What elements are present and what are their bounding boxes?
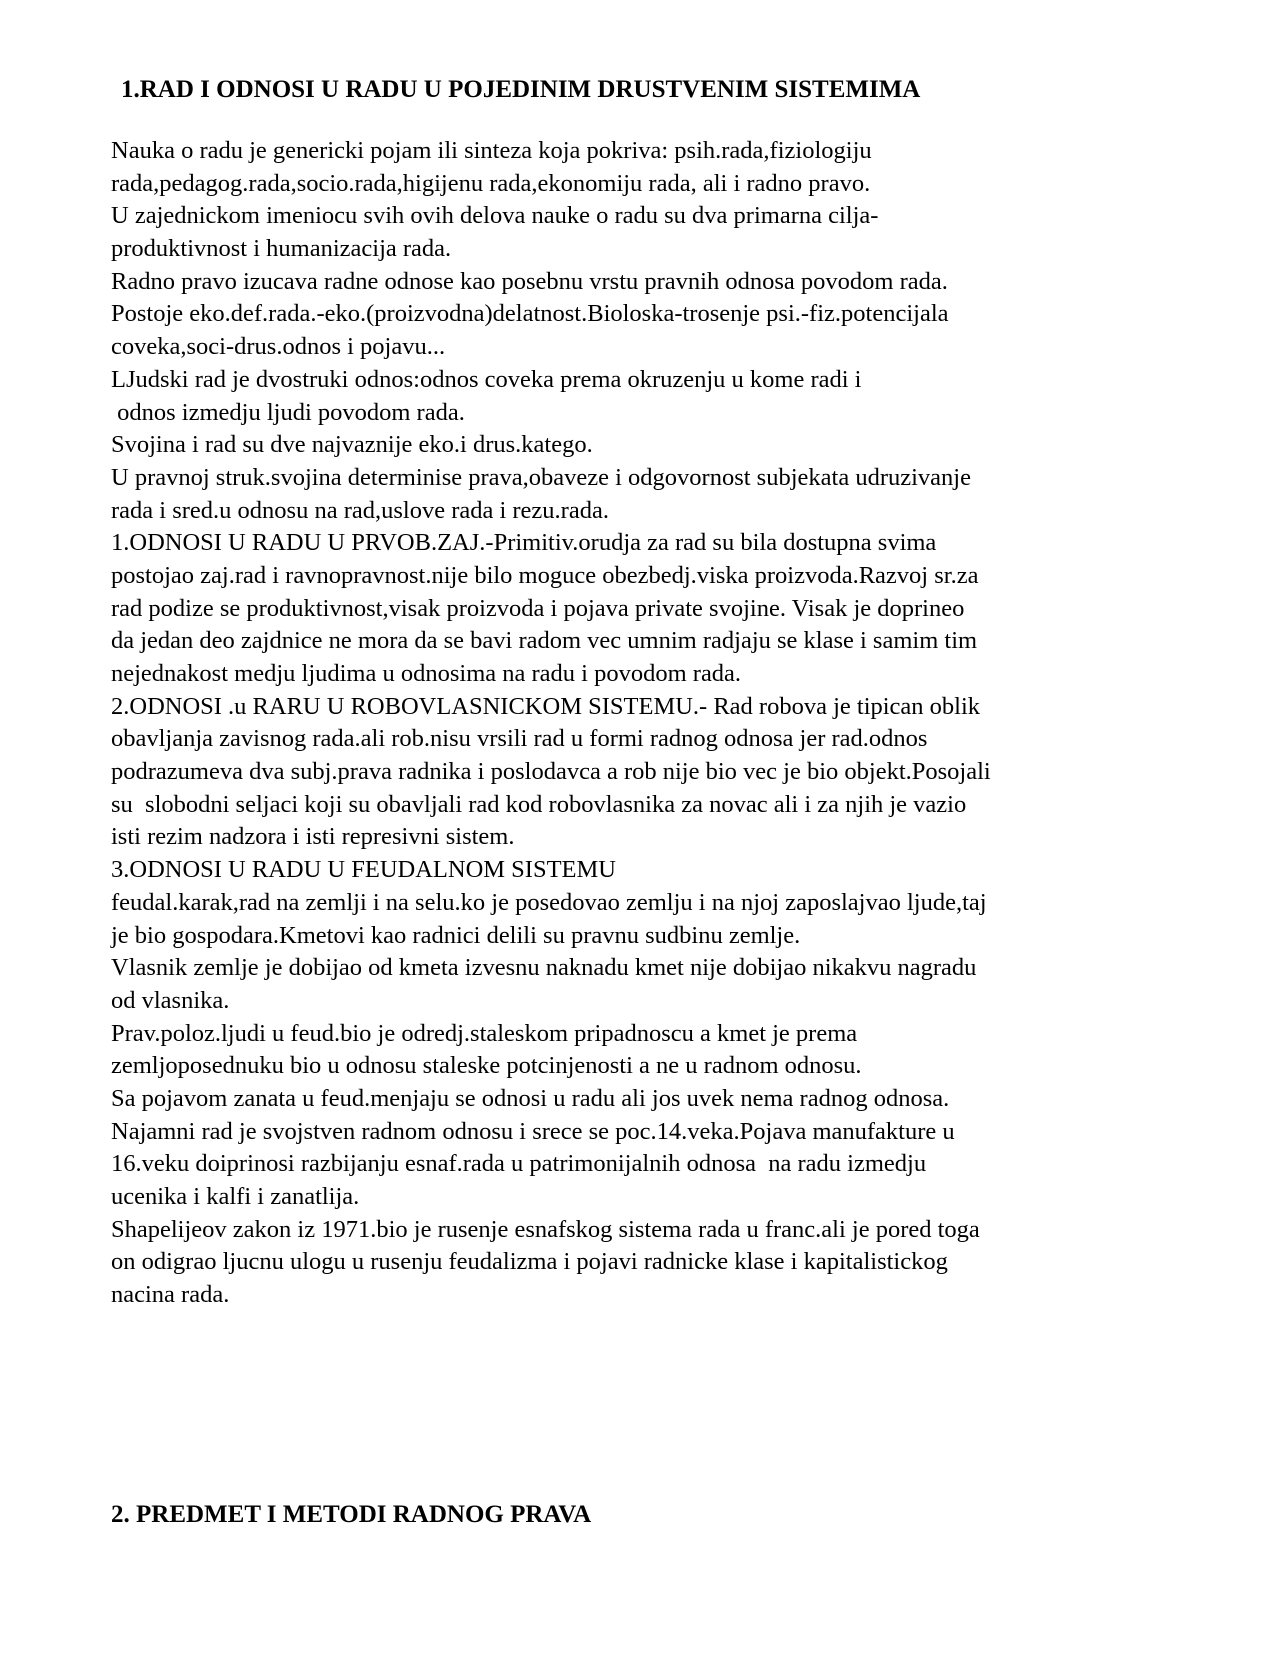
section-heading-2: 2. PREDMET I METODI RADNOG PRAVA [111, 1501, 592, 1528]
text-line: 2.ODNOSI .u RARU U ROBOVLASNICKOM SISTEMU.- Rad robova je tipican oblik [111, 692, 981, 720]
text-line: on odigrao ljucnu ulogu u rusenju feudalizma i pojavi radnicke klase i kapitalistickog [111, 1248, 948, 1276]
text-line: od vlasnika. [111, 986, 230, 1014]
text-line: rada,pedagog.rada,socio.rada,higijenu rada,ekonomiju rada, ali i radno pravo. [111, 169, 871, 197]
text-line: zemljoposednuku bio u odnosu staleske potcinjenosti a ne u radnom odnosu. [111, 1052, 862, 1080]
text-line: produktivnost i humanizacija rada. [111, 235, 452, 263]
text-line: 16.veku doiprinosi razbijanju esnaf.rada u patrimonijalnih odnosa na radu izmedju [111, 1150, 927, 1178]
text-line: nacina rada. [111, 1281, 230, 1309]
text-line: Shapelijeov zakon iz 1971.bio je rusenje esnafskog sistema rada u franc.ali je pored toga [111, 1215, 980, 1243]
text-line: Nauka o radu je genericki pojam ili sinteza koja pokriva: psih.rada,fiziologiju [111, 137, 872, 164]
text-line: U pravnoj struk.svojina determinise prava,obaveze i odgovornost subjekata udruzivanje [111, 463, 971, 491]
text-line: 1.ODNOSI U RADU U PRVOB.ZAJ.-Primitiv.orudja za rad su bila dostupna svima [111, 529, 937, 557]
text-line: Postoje eko.def.rada.-eko.(proizvodna)delatnost.Bioloska-trosenje psi.-fiz.potencijala [111, 300, 949, 328]
section-heading-1: 1.RAD I ODNOSI U RADU U POJEDINIM DRUSTVENIM SISTEMIMA [121, 76, 921, 103]
text-line: obavljanja zavisnog rada.ali rob.nisu vrsili rad u formi radnog odnosa jer rad.odnos [111, 725, 928, 753]
text-line: 3.ODNOSI U RADU U FEUDALNOM SISTEMU [111, 856, 616, 884]
section-1-body [111, 135, 1271, 1312]
text-line: Prav.poloz.ljudi u feud.bio je odredj.staleskom pripadnoscu a kmet je prema [111, 1019, 858, 1047]
text-line: da jedan deo zajdnice ne mora da se bavi radom vec umnim radjaju se klase i samim tim [111, 627, 978, 655]
text-line: podrazumeva dva subj.prava radnika i poslodavca a rob nije bio vec je bio objekt.Posojali [111, 758, 991, 786]
text-line: rad podize se produktivnost,visak proizvoda i pojava private svojine. Visak je doprineo [111, 594, 965, 622]
text-line: coveka,soci-drus.odnos i pojavu... [111, 333, 446, 361]
text-line: isti rezim nadzora i isti represivni sistem. [111, 823, 515, 851]
text-line: je bio gospodara.Kmetovi kao radnici delili su pravnu sudbinu zemlje. [111, 921, 801, 949]
text-line: rada i sred.u odnosu na rad,uslove rada i rezu.rada. [111, 496, 609, 524]
text-line: Radno pravo izucava radne odnose kao posebnu vrstu pravnih odnosa povodom rada. [111, 267, 948, 295]
text-line: su slobodni seljaci koji su obavljali rad kod robovlasnika za novac ali i za njih je vazio [111, 790, 967, 818]
text-line: ucenika i kalfi i zanatlija. [111, 1183, 360, 1210]
text-line: LJudski rad je dvostruki odnos:odnos coveka prema okruzenju u kome radi i [111, 365, 862, 393]
text-line: feudal.karak,rad na zemlji i na selu.ko je posedovao zemlju i na njoj zaposlajvao ljude,taj [111, 888, 987, 916]
text-line: postojao zaj.rad i ravnopravnost.nije bilo moguce obezbedj.viska proizvoda.Razvoj sr.za [111, 561, 979, 589]
text-line: Najamni rad je svojstven radnom odnosu i srece se poc.14.veka.Pojava manufakture u [111, 1117, 955, 1145]
text-line: Sa pojavom zanata u feud.menjaju se odnosi u radu ali jos uvek nema radnog odnosa. [111, 1084, 950, 1112]
text-line: odnos izmedju ljudi povodom rada. [111, 398, 465, 426]
text-line: nejednakost medju ljudima u odnosima na radu i povodom rada. [111, 660, 742, 687]
text-line: Svojina i rad su dve najvaznije eko.i drus.katego. [111, 431, 593, 459]
text-line: U zajednickom imeniocu svih ovih delova nauke o radu su dva primarna cilja- [111, 202, 879, 230]
text-line: Vlasnik zemlje je dobijao od kmeta izvesnu naknadu kmet nije dobijao nikakvu nagradu [111, 954, 977, 982]
